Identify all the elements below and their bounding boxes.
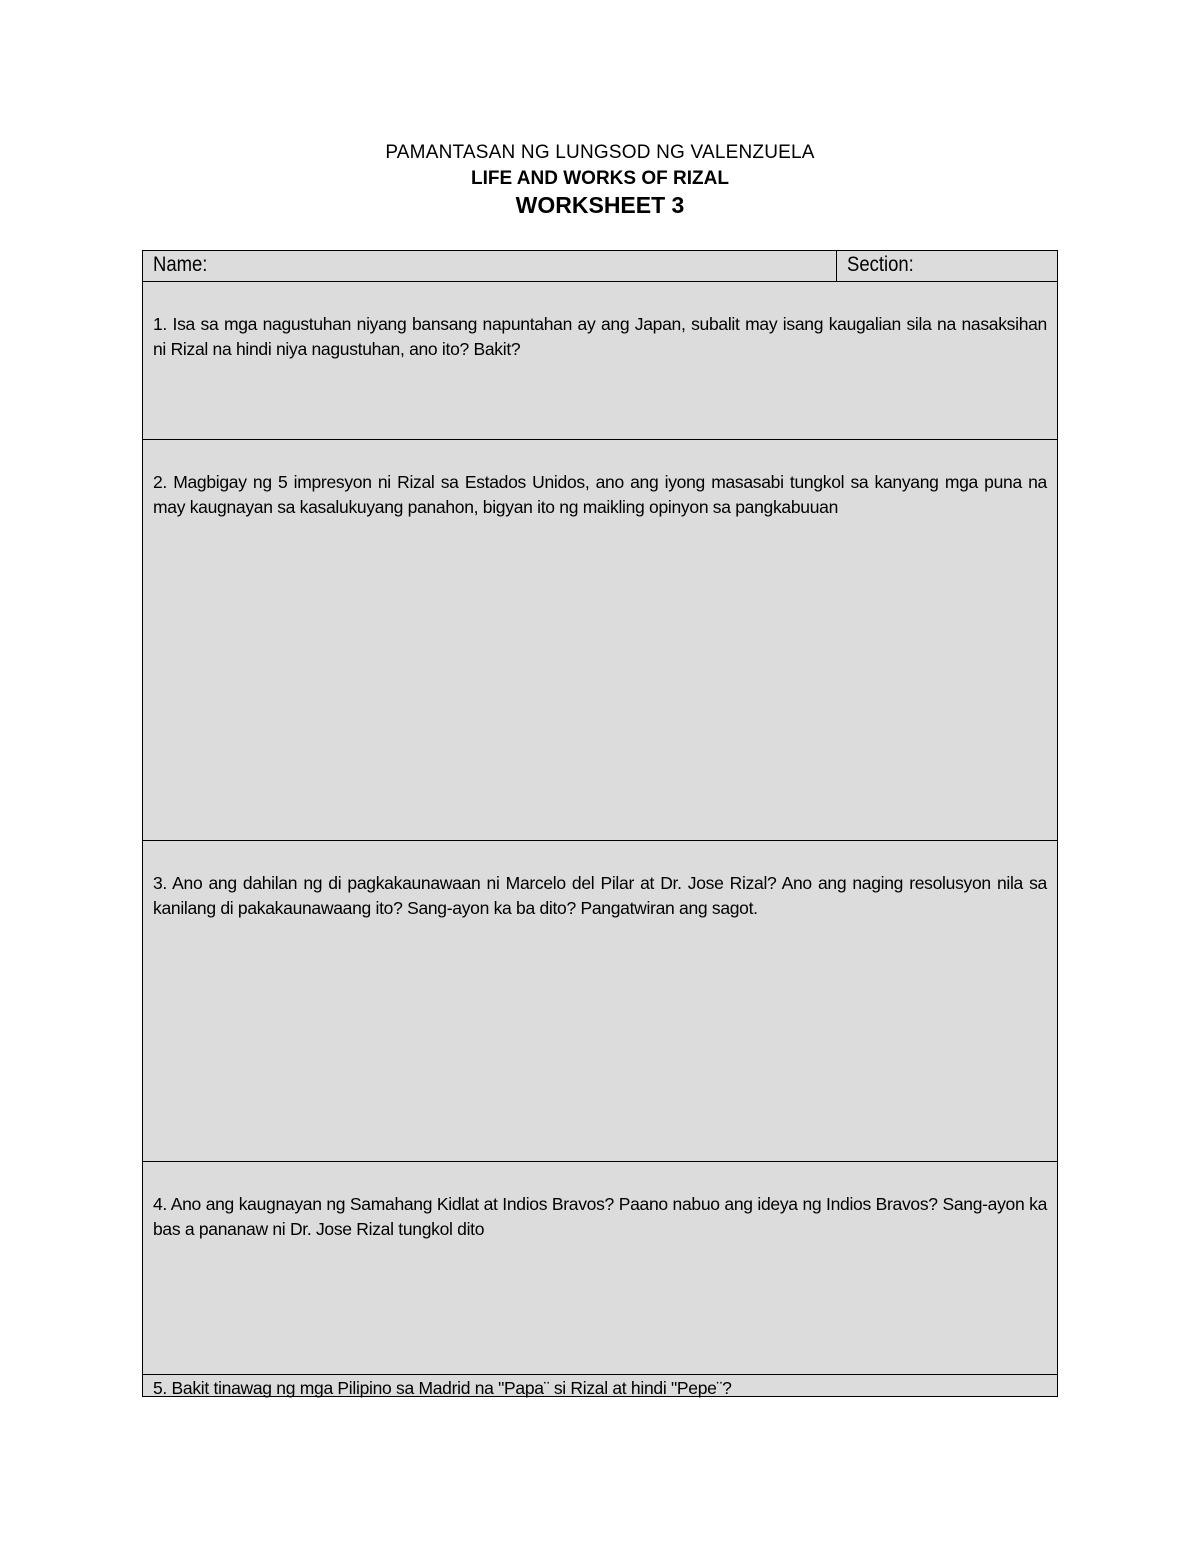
question-2-text: 2. Magbigay ng 5 impresyon ni Rizal sa Estados Unidos, ano ang iyong masasabi tungkol sa kanyang mga puna na may kaugnayan sa kasalukuyang panahon, bigyan ito ng maikling opinyon sa pangkabuuan	[153, 472, 1047, 517]
name-section-row	[143, 251, 1057, 282]
name-label: Name:	[153, 253, 208, 276]
section-label: Section:	[847, 253, 914, 276]
question-1-text: 1. Isa sa mga nagustuhan niyang bansang napuntahan ay ang Japan, subalit may isang kaugalian sila na nasaksihan ni Rizal na hindi niya nagustuhan, ano ito? Bakit?	[153, 314, 1047, 359]
question-4-box[interactable]	[143, 1162, 1057, 1375]
course-title: LIFE AND WORKS OF RIZAL	[471, 168, 729, 189]
question-1-box[interactable]	[143, 282, 1057, 440]
question-2-box[interactable]	[143, 440, 1057, 841]
worksheet-title: WORKSHEET 3	[515, 192, 685, 218]
question-5-box[interactable]	[143, 1375, 1057, 1398]
question-4-text: 4. Ano ang kaugnayan ng Samahang Kidlat at Indios Bravos? Paano nabuo ang ideya ng Indios Bravos? Sang-ayon ka bas a pananaw ni Dr. Jose Rizal tungkol dito	[153, 1194, 1047, 1239]
question-3-box[interactable]	[143, 841, 1057, 1162]
school-name: PAMANTASAN NG LUNGSOD NG VALENZUELA	[385, 142, 815, 163]
section-field[interactable]	[837, 251, 1057, 283]
worksheet-table	[142, 250, 1058, 1397]
question-3-text: 3. Ano ang dahilan ng di pagkakaunawaan ni Marcelo del Pilar at Dr. Jose Rizal? Ano ang naging resolusyon nila sa kanilang di pakakaunawaang ito? Sang-ayon ka ba dito? Pangatwiran ang sagot.	[153, 873, 1047, 918]
question-5-text: 5. Bakit tinawag ng mga Pilipino sa Madrid na "Papa¨ si Rizal at hindi "Pepe¨?	[153, 1378, 732, 1398]
name-field[interactable]	[143, 251, 837, 281]
